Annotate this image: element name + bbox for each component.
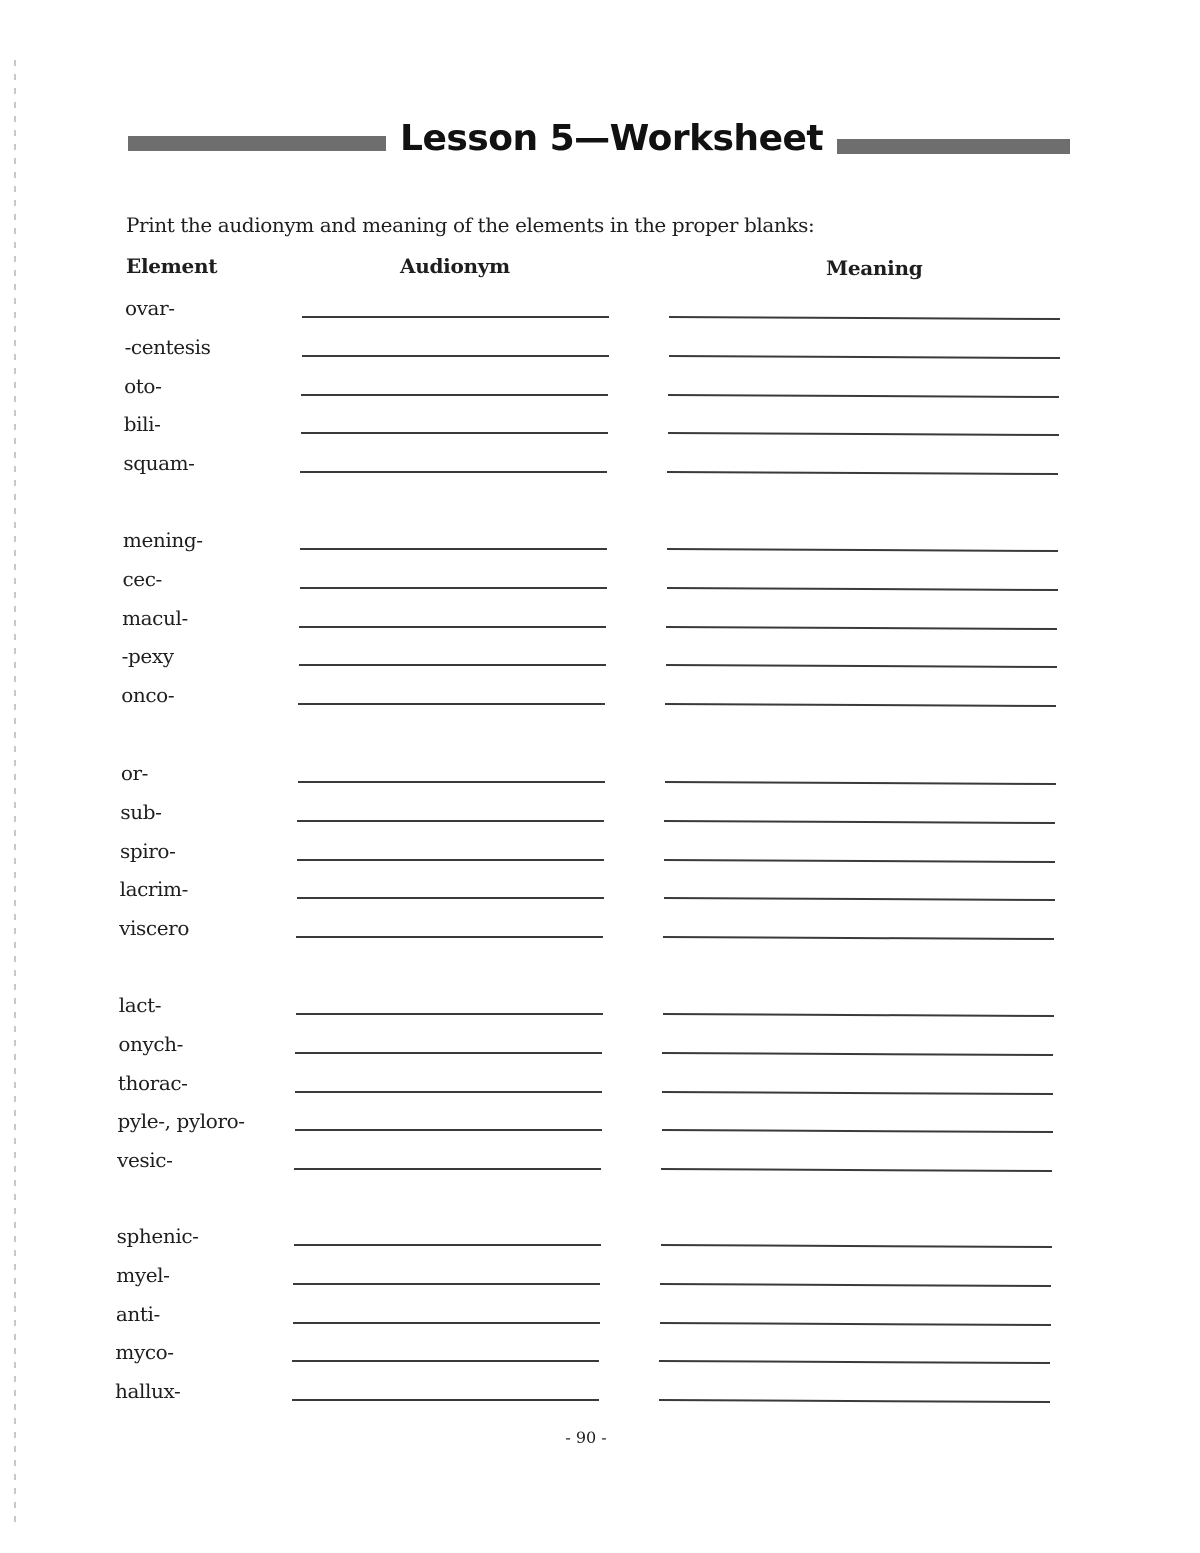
element-label: myel-	[116, 1262, 170, 1287]
worksheet-row	[0, 1263, 1200, 1301]
worksheet-row	[0, 1032, 1200, 1070]
audionym-blank[interactable]	[300, 587, 607, 589]
title-banner	[128, 112, 1070, 164]
meaning-blank[interactable]	[667, 471, 1058, 475]
element-label: lacrim-	[119, 877, 188, 902]
audionym-blank[interactable]	[301, 432, 608, 434]
element-label: -centesis	[124, 334, 211, 359]
element-label: pyle-, pyloro-	[117, 1109, 245, 1134]
worksheet-row	[0, 644, 1200, 682]
meaning-blank[interactable]	[666, 664, 1057, 668]
meaning-blank[interactable]	[662, 1052, 1053, 1056]
meaning-blank[interactable]	[665, 703, 1056, 707]
worksheet-row	[0, 877, 1200, 915]
element-label: myco-	[115, 1340, 174, 1365]
worksheet-row	[0, 1224, 1200, 1262]
audionym-blank[interactable]	[292, 1399, 599, 1401]
column-header-element: Element	[126, 254, 218, 278]
audionym-blank[interactable]	[299, 626, 606, 628]
audionym-blank[interactable]	[298, 781, 605, 783]
element-label: sub-	[120, 799, 162, 824]
worksheet-row	[0, 1148, 1200, 1186]
worksheet-row	[0, 1071, 1200, 1109]
worksheet-row	[0, 839, 1200, 877]
audionym-blank[interactable]	[297, 897, 604, 899]
element-label: onych-	[118, 1031, 183, 1056]
audionym-blank[interactable]	[294, 1168, 601, 1170]
meaning-blank[interactable]	[669, 316, 1060, 320]
element-label: cec-	[122, 566, 162, 591]
meaning-blank[interactable]	[666, 587, 1057, 591]
element-label: hallux-	[115, 1379, 181, 1403]
element-label: lact-	[118, 993, 162, 1017]
element-label: thorac-	[117, 1070, 188, 1095]
meaning-blank[interactable]	[663, 936, 1054, 940]
worksheet-row	[0, 528, 1200, 566]
worksheet-row	[0, 412, 1200, 450]
worksheet-row	[0, 1379, 1200, 1417]
audionym-blank[interactable]	[297, 820, 604, 822]
page-number: - 90 -	[565, 1428, 607, 1447]
audionym-blank[interactable]	[293, 1322, 600, 1324]
element-label: -pexy	[121, 644, 174, 669]
audionym-blank[interactable]	[294, 1244, 601, 1246]
element-label: macul-	[122, 605, 188, 630]
worksheet-row	[0, 1340, 1200, 1378]
meaning-blank[interactable]	[664, 859, 1055, 863]
element-label: anti-	[115, 1301, 160, 1326]
instructions: Print the audionym and meaning of the elements in the proper blanks:	[126, 213, 815, 237]
title-rule-right	[837, 139, 1070, 154]
title-rule-left	[128, 136, 386, 151]
audionym-blank[interactable]	[295, 1052, 602, 1054]
meaning-blank[interactable]	[661, 1244, 1052, 1248]
meaning-blank[interactable]	[665, 781, 1056, 785]
element-label: squam-	[123, 451, 195, 475]
audionym-blank[interactable]	[296, 936, 603, 938]
worksheet-row	[0, 606, 1200, 644]
audionym-blank[interactable]	[296, 1013, 603, 1015]
element-label: vesic-	[117, 1148, 173, 1172]
meaning-blank[interactable]	[667, 548, 1058, 552]
worksheet-row	[0, 683, 1200, 721]
audionym-blank[interactable]	[300, 548, 607, 550]
worksheet-row	[0, 335, 1200, 373]
worksheet-row	[0, 374, 1200, 412]
meaning-blank[interactable]	[662, 1091, 1053, 1095]
element-label: sphenic-	[116, 1224, 199, 1248]
audionym-blank[interactable]	[298, 703, 605, 705]
audionym-blank[interactable]	[302, 355, 609, 357]
meaning-blank[interactable]	[668, 432, 1059, 436]
meaning-blank[interactable]	[661, 1168, 1052, 1172]
element-label: or-	[120, 761, 148, 785]
meaning-blank[interactable]	[661, 1129, 1052, 1133]
column-header-audionym: Audionym	[400, 254, 510, 278]
worksheet-row	[0, 761, 1200, 799]
worksheet-row	[0, 993, 1200, 1031]
meaning-blank[interactable]	[660, 1322, 1051, 1326]
element-label: onco-	[121, 683, 175, 707]
meaning-blank[interactable]	[666, 626, 1057, 630]
audionym-blank[interactable]	[292, 1360, 599, 1362]
audionym-blank[interactable]	[302, 316, 609, 318]
audionym-blank[interactable]	[300, 471, 607, 473]
worksheet-row	[0, 1302, 1200, 1340]
meaning-blank[interactable]	[664, 897, 1055, 901]
element-label: oto-	[124, 373, 162, 398]
element-label: viscero	[119, 916, 189, 940]
meaning-blank[interactable]	[664, 820, 1055, 824]
audionym-blank[interactable]	[295, 1091, 602, 1093]
meaning-blank[interactable]	[660, 1283, 1051, 1287]
audionym-blank[interactable]	[295, 1129, 602, 1131]
meaning-blank[interactable]	[663, 1013, 1054, 1017]
worksheet-row	[0, 567, 1200, 605]
worksheet-row	[0, 916, 1200, 954]
worksheet-row	[0, 296, 1200, 334]
meaning-blank[interactable]	[669, 355, 1060, 359]
meaning-blank[interactable]	[659, 1399, 1050, 1403]
element-label: spiro-	[120, 838, 176, 863]
column-header-meaning: Meaning	[826, 256, 923, 280]
audionym-blank[interactable]	[299, 664, 606, 666]
audionym-blank[interactable]	[293, 1283, 600, 1285]
page-title: Lesson 5—Worksheet	[400, 117, 824, 159]
element-label: mening-	[122, 528, 203, 552]
worksheet-row	[0, 451, 1200, 489]
element-label: bili-	[123, 412, 161, 437]
meaning-blank[interactable]	[668, 394, 1059, 398]
worksheet-row	[0, 1109, 1200, 1147]
meaning-blank[interactable]	[659, 1360, 1050, 1364]
audionym-blank[interactable]	[301, 394, 608, 396]
element-label: ovar-	[125, 296, 175, 320]
audionym-blank[interactable]	[297, 859, 604, 861]
worksheet-row	[0, 800, 1200, 838]
